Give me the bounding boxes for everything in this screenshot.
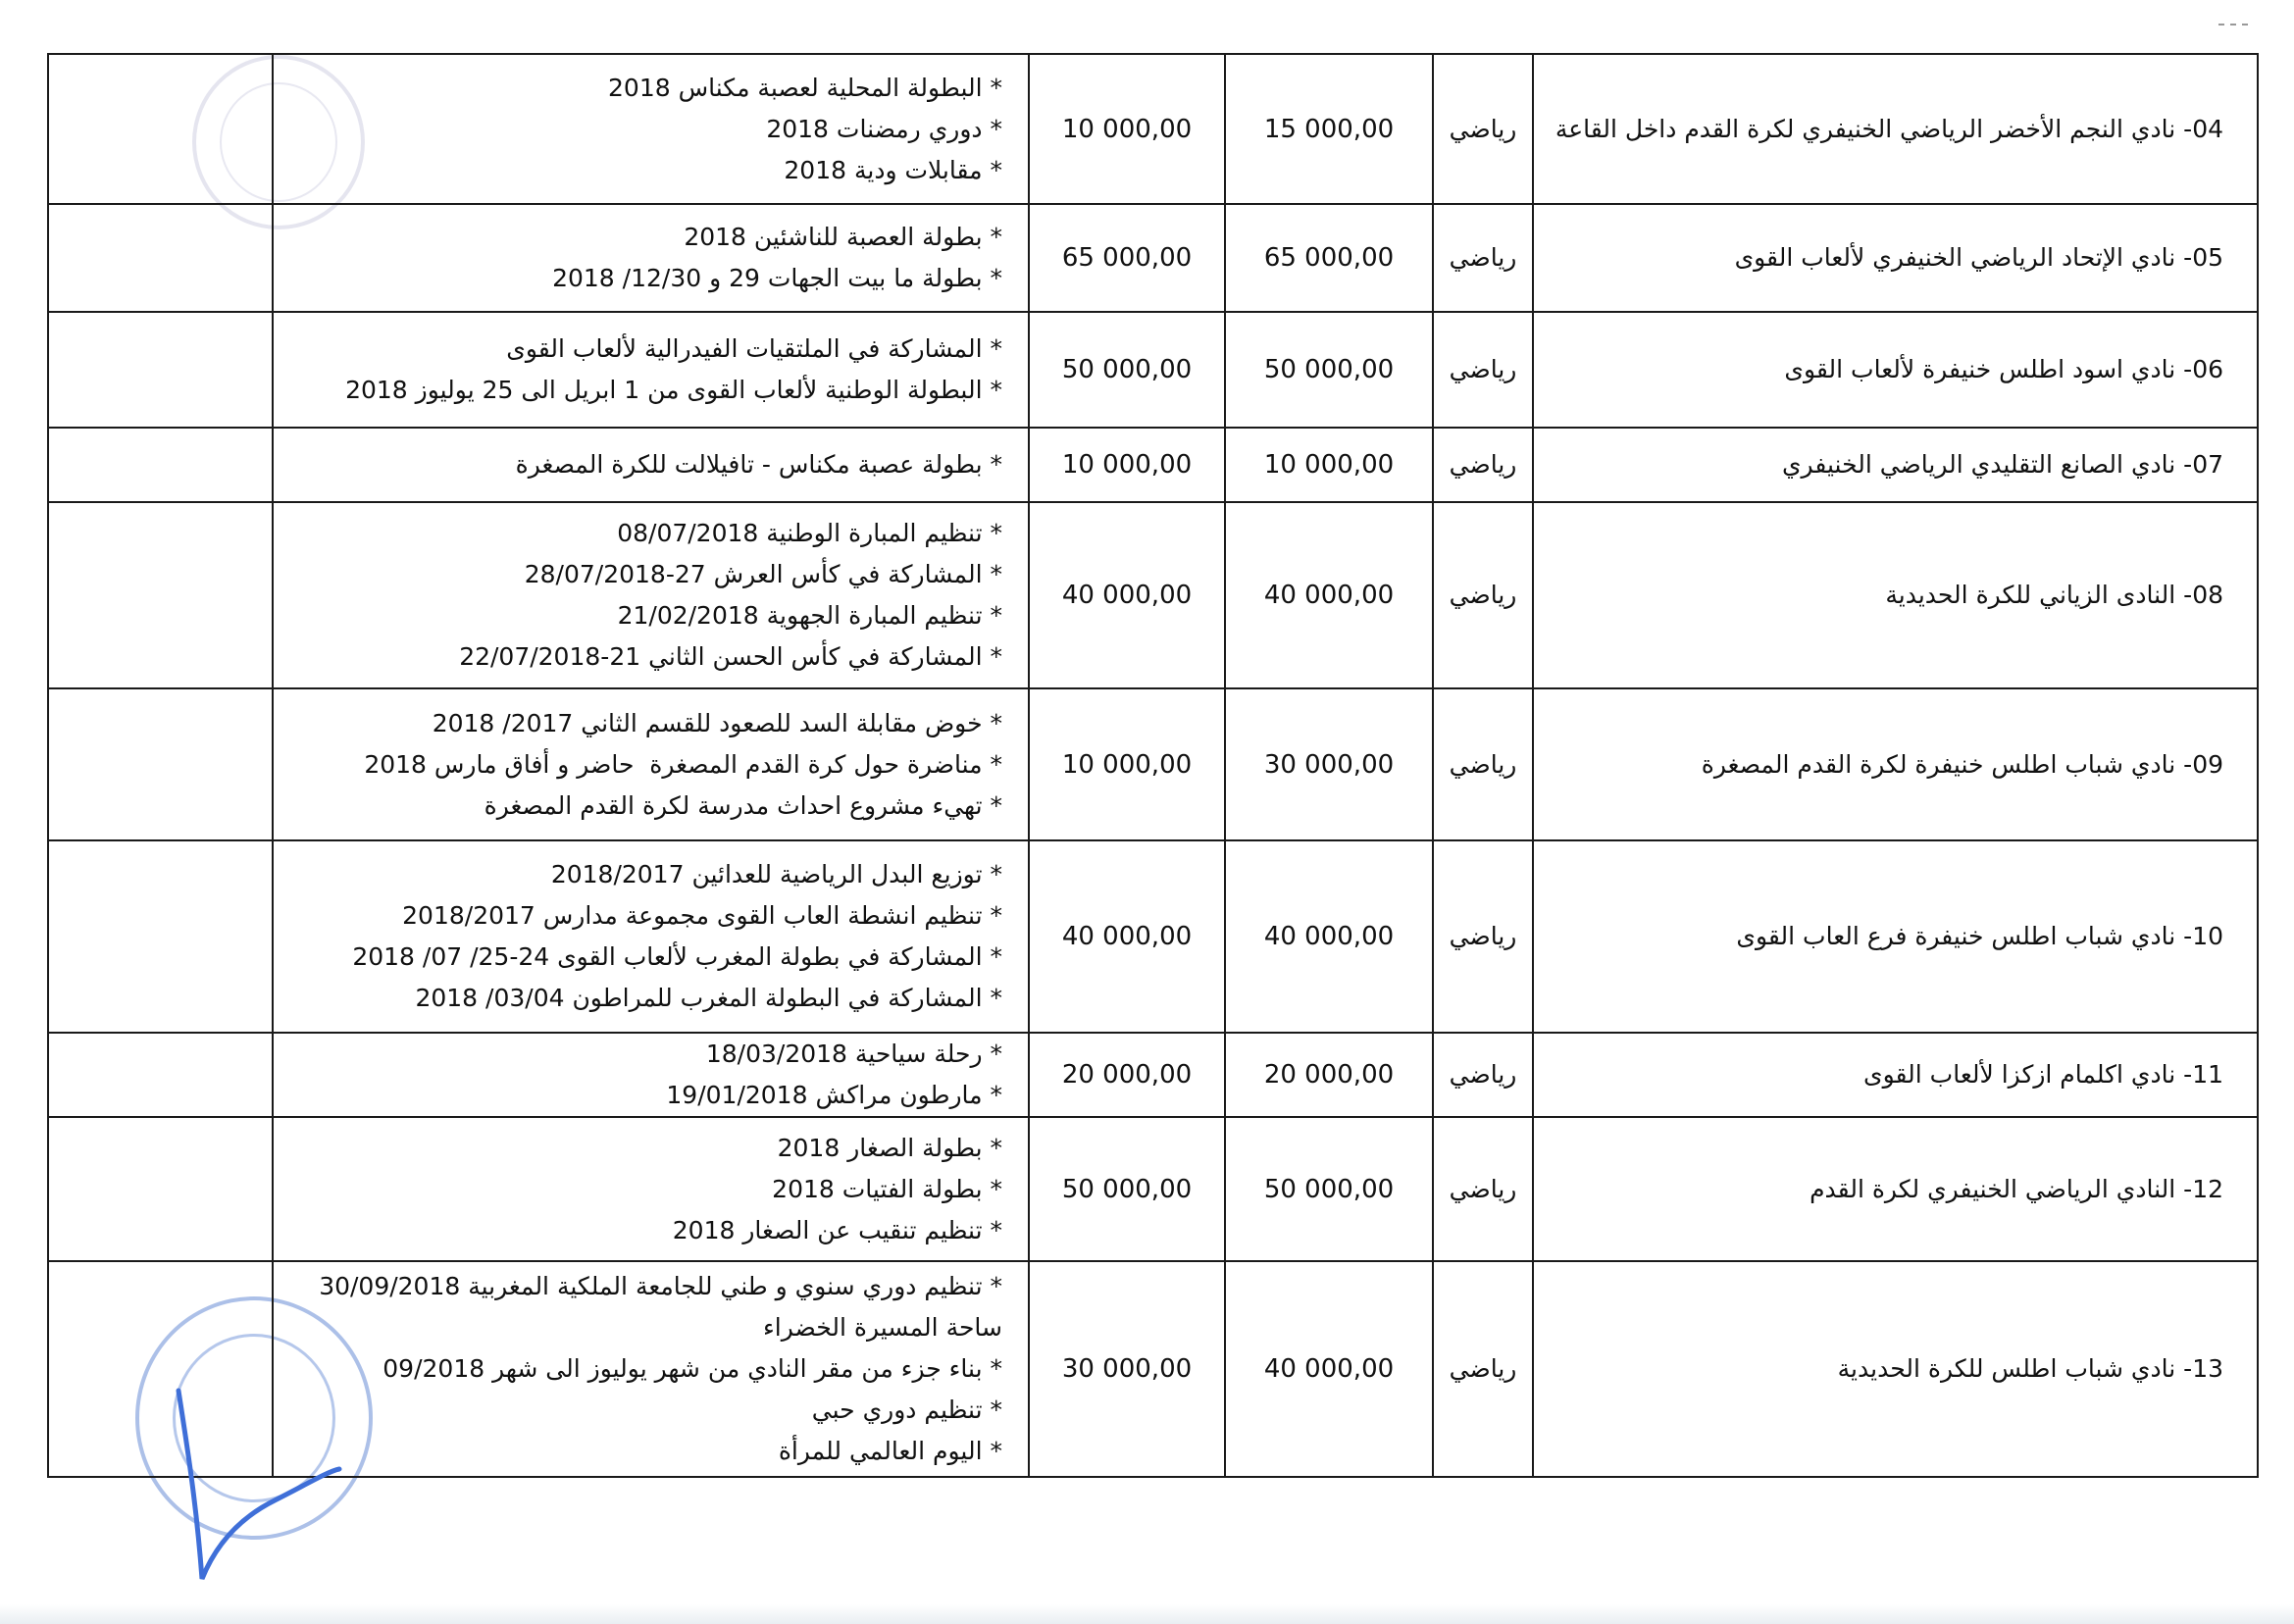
row-number: 09: [2192, 749, 2223, 779]
activity-line: * مناضرة حول كرة القدم المصغرة حاضر و أفاق مارس 2018: [364, 749, 1002, 779]
activity-line: * تنظيم دوري حبي: [811, 1396, 1002, 1424]
requested-amount: 30 000,00: [1225, 688, 1433, 840]
club-name-cell: 07- نادي الصانع التقليدي الرياضي الخنيفري: [1533, 428, 2258, 502]
activity-line: * تنظيم انشطة العاب القوى مجموعة مدارس 2018/2017: [402, 901, 1002, 930]
table-row: [48, 840, 2258, 1033]
table-row: [48, 204, 2258, 312]
type-cell: رياضي: [1433, 1261, 1533, 1477]
notes-cell: [48, 688, 273, 840]
activity-line: * اليوم العالمي للمرأة: [778, 1437, 1002, 1465]
activities-cell: [273, 840, 1029, 1033]
club-name-cell: 11- نادي اكلمام ازكزا لألعاب القوى: [1533, 1033, 2258, 1117]
granted-amount: 40 000,00: [1029, 502, 1225, 688]
corner-dash-marks: [2218, 14, 2258, 22]
type-cell: رياضي: [1433, 54, 1533, 204]
activity-line: * البطولة المحلية لعصبة مكناس 2018: [608, 73, 1002, 102]
club-name: نادي شباب اطلس خنيفرة لكرة القدم المصغرة: [1701, 749, 2176, 779]
activity-line: * تنظيم المبارة الوطنية 08/07/2018: [617, 519, 1002, 547]
grants-table: [47, 53, 2259, 1478]
notes-cell: [48, 1117, 273, 1261]
row-number: 08: [2192, 581, 2223, 609]
club-name: نادي النجم الأخضر الرياضي الخنيفري لكرة القدم داخل القاعة: [1555, 114, 2176, 143]
requested-amount: 20 000,00: [1225, 1033, 1433, 1117]
requested-amount: 40 000,00: [1225, 840, 1433, 1033]
activity-line: * المشاركة في كأس العرش 27-28/07/2018: [524, 560, 1002, 588]
notes-cell: [48, 840, 273, 1033]
row-number: 11: [2192, 1060, 2223, 1089]
activities-cell: [273, 428, 1029, 502]
activities-cell: [273, 312, 1029, 428]
club-name: نادي شباب اطلس للكرة الحديدية: [1837, 1354, 2176, 1383]
activity-line: * المشاركة في البطولة المغرب للمراطون 03/04/ 2018: [415, 984, 1002, 1012]
activities-cell: [273, 1117, 1029, 1261]
activity-line: * بطولة الفتيات 2018: [772, 1174, 1002, 1203]
table-row: [48, 312, 2258, 428]
table-row: [48, 1033, 2258, 1117]
activity-line: * تنظيم تنقيب عن الصغار 2018: [672, 1215, 1002, 1244]
club-name-cell: 09- نادي شباب اطلس خنيفرة لكرة القدم المصغرة: [1533, 688, 2258, 840]
type-cell: رياضي: [1433, 1117, 1533, 1261]
activities-cell: [273, 1033, 1029, 1117]
activity-line: * مقابلات ودية 2018: [784, 155, 1002, 184]
club-name-cell: 13- نادي شباب اطلس للكرة الحديدية: [1533, 1261, 2258, 1477]
requested-amount: 50 000,00: [1225, 312, 1433, 428]
row-number: 07: [2192, 450, 2223, 479]
activity-line: * البطولة الوطنية لألعاب القوى من 1 ابريل الى 25 يوليوز 2018: [345, 376, 1002, 404]
club-name-cell: 10- نادي شباب اطلس خنيفرة فرع العاب القوى: [1533, 840, 2258, 1033]
requested-amount: 10 000,00: [1225, 428, 1433, 502]
granted-amount: 40 000,00: [1029, 840, 1225, 1033]
club-name-cell: 06- نادي اسود اطلس خنيفرة لألعاب القوى: [1533, 312, 2258, 428]
signature: [157, 1353, 343, 1589]
notes-cell: [48, 1033, 273, 1117]
row-number: 06: [2192, 355, 2223, 383]
requested-amount: 15 000,00: [1225, 54, 1433, 204]
table-row: [48, 1261, 2258, 1477]
granted-amount: 50 000,00: [1029, 312, 1225, 428]
activity-line: * بطولة ما بيت الجهات 29 و 12/30/ 2018: [552, 264, 1002, 292]
requested-amount: 40 000,00: [1225, 1261, 1433, 1477]
table-row: [48, 688, 2258, 840]
row-number: 04: [2192, 114, 2223, 143]
type-cell: رياضي: [1433, 428, 1533, 502]
activity-line: * المشاركة في كأس الحسن الثاني 21-22/07/2018: [459, 642, 1002, 671]
granted-amount: 65 000,00: [1029, 204, 1225, 312]
club-name: نادي الصانع التقليدي الرياضي الخنيفري: [1781, 450, 2176, 479]
row-number: 13: [2192, 1354, 2223, 1383]
requested-amount: 65 000,00: [1225, 204, 1433, 312]
row-number: 12: [2192, 1174, 2223, 1203]
activity-line: * تنظيم المبارة الجهوية 21/02/2018: [617, 601, 1002, 630]
activity-line: * دوري رمضنات 2018: [766, 114, 1002, 143]
notes-cell: [48, 312, 273, 428]
activity-line: * بطولة الصغار 2018: [777, 1133, 1002, 1162]
club-name: النادي الرياضي الخنيفري لكرة القدم: [1810, 1174, 2176, 1203]
granted-amount: 10 000,00: [1029, 54, 1225, 204]
row-number: 05: [2192, 243, 2223, 272]
activity-line: * رحلة سياحية 18/03/2018: [705, 1040, 1002, 1068]
activity-line: * المشاركة في الملتقيات الفيدرالية لألعاب القوى: [506, 334, 1002, 363]
granted-amount: 10 000,00: [1029, 428, 1225, 502]
type-cell: رياضي: [1433, 312, 1533, 428]
activity-line: * بطولة العصبة للناشئين 2018: [684, 223, 1002, 251]
notes-cell: [48, 428, 273, 502]
club-name: النادى الزياني للكرة الحديدية: [1885, 581, 2176, 609]
club-name-cell: 12- النادي الرياضي الخنيفري لكرة القدم: [1533, 1117, 2258, 1261]
granted-amount: 20 000,00: [1029, 1033, 1225, 1117]
activity-line: * خوض مقابلة السد للصعود للقسم الثاني 2017/ 2018: [432, 708, 1002, 737]
activity-line: * تهيء مشروع احداث مدرسة لكرة القدم المصغرة: [484, 790, 1002, 820]
scan-bottom-edge: [0, 1604, 2294, 1624]
club-name: نادي اكلمام ازكزا لألعاب القوى: [1863, 1060, 2176, 1089]
activities-cell: [273, 204, 1029, 312]
table-row: [48, 428, 2258, 502]
club-name-cell: 05- نادي الإتحاد الرياضي الخنيفري لألعاب القوى: [1533, 204, 2258, 312]
notes-cell: [48, 54, 273, 204]
activity-line: * المشاركة في بطولة المغرب لألعاب القوى 24-25/ 07/ 2018: [352, 942, 1002, 971]
granted-amount: 50 000,00: [1029, 1117, 1225, 1261]
table-row: [48, 1117, 2258, 1261]
type-cell: رياضي: [1433, 502, 1533, 688]
row-number: 10: [2192, 922, 2223, 950]
type-cell: رياضي: [1433, 688, 1533, 840]
activities-cell: [273, 688, 1029, 840]
requested-amount: 50 000,00: [1225, 1117, 1433, 1261]
activities-cell: [273, 502, 1029, 688]
notes-cell: [48, 502, 273, 688]
activities-cell: [273, 1261, 1029, 1477]
granted-amount: 10 000,00: [1029, 688, 1225, 840]
activity-line: * بطولة عصبة مكناس - تافيلالت للكرة المصغرة: [515, 450, 1002, 479]
type-cell: رياضي: [1433, 204, 1533, 312]
type-cell: رياضي: [1433, 840, 1533, 1033]
activities-cell: [273, 54, 1029, 204]
notes-cell: [48, 204, 273, 312]
activity-line: * مارطون مراكش 19/01/2018: [666, 1081, 1002, 1109]
table-row: [48, 54, 2258, 204]
granted-amount: 30 000,00: [1029, 1261, 1225, 1477]
requested-amount: 40 000,00: [1225, 502, 1433, 688]
activity-line: * تنظيم دوري سنوي و طني للجامعة الملكية المغربية 30/09/2018 ساحة المسيرة الخضراء: [311, 1272, 1002, 1342]
activity-line: * بناء جزء من مقر النادي من شهر يوليوز الى شهر 09/2018: [382, 1354, 1002, 1383]
activity-line: * توزيع البدل الرياضية للعدائين 2018/2017: [550, 860, 1002, 888]
club-name-cell: 08- النادى الزياني للكرة الحديدية: [1533, 502, 2258, 688]
club-name: نادي شباب اطلس خنيفرة فرع العاب القوى: [1736, 922, 2176, 950]
club-name-cell: 04- نادي النجم الأخضر الرياضي الخنيفري لكرة القدم داخل القاعة: [1533, 54, 2258, 204]
club-name: نادي اسود اطلس خنيفرة لألعاب القوى: [1784, 355, 2176, 383]
table-row: [48, 502, 2258, 688]
club-name: نادي الإتحاد الرياضي الخنيفري لألعاب القوى: [1734, 243, 2176, 272]
type-cell: رياضي: [1433, 1033, 1533, 1117]
